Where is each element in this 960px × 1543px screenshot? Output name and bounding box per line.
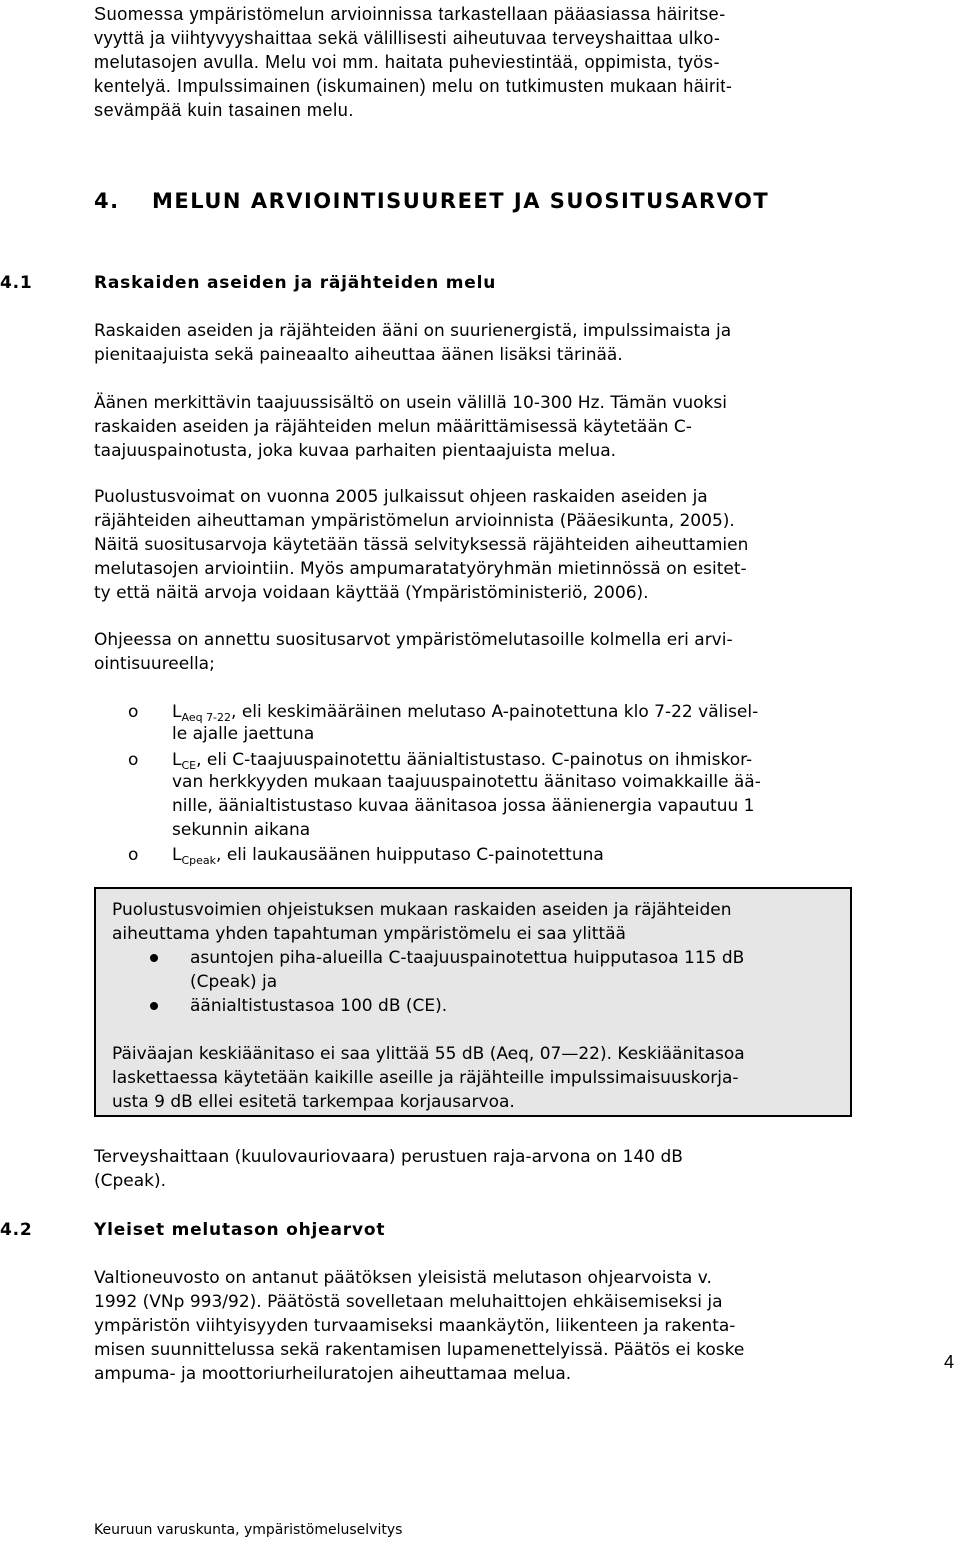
page-number: 4: [944, 1352, 955, 1372]
item-symbol: L: [172, 845, 182, 865]
paragraph-line: Äänen merkittävin taajuussisältö on usein välillä 10-300 Hz. Tämän vuoksi: [94, 393, 727, 413]
subsection-heading: [0, 271, 496, 295]
list-item-continued: nille, äänialtistustaso kuvaa äänitasoa jossa äänienergia vapautuu 1: [172, 796, 755, 816]
box-bullet-text: (Cpeak) ja: [190, 972, 278, 992]
subsection-number: 4.2: [0, 1220, 33, 1240]
paragraph-line: raskaiden aseiden ja räjähteiden melun määrittämisessä käytetään C-: [94, 417, 692, 437]
box-line: aiheuttama yhden tapahtuman ympäristömelu ei saa ylittää: [112, 924, 626, 944]
item-subscript: Aeq 7-22: [181, 711, 232, 724]
section-number: 4.: [94, 189, 120, 213]
intro-line: melutasojen avulla. Melu voi mm. haitata puheviestintää, oppimista, työs-: [94, 52, 721, 72]
box-line: usta 9 dB ellei esitetä tarkempaa korjausarvoa.: [112, 1092, 515, 1112]
paragraph-line: taajuuspainotusta, joka kuvaa parhaiten pientaajuista melua.: [94, 441, 617, 461]
section-heading: [94, 189, 769, 213]
paragraph-line: Ohjeessa on annettu suositusarvot ympäristömelutasoille kolmella eri arvi-: [94, 630, 733, 650]
subsection-title: Raskaiden aseiden ja räjähteiden melu: [94, 273, 497, 293]
box-line: Puolustusvoimien ohjeistuksen mukaan raskaiden aseiden ja räjähteiden: [112, 900, 732, 920]
recommendation-box: [94, 887, 852, 1117]
list-item: [172, 700, 758, 724]
paragraph-line: Näitä suositusarvoja käytetään tässä selvityksessä räjähteiden aiheuttamien: [94, 535, 749, 555]
intro-line: Suomessa ympäristömelun arvioinnissa tarkastellaan pääasiassa häiritse-: [94, 4, 726, 24]
list-item-continued: sekunnin aikana: [172, 820, 311, 840]
paragraph-line: pienitaajuista sekä paineaalto aiheuttaa äänen lisäksi tärinää.: [94, 345, 623, 365]
paragraph-line: ampuma- ja moottoriurheiluratojen aiheuttamaa melua.: [94, 1364, 572, 1384]
item-symbol: L: [172, 702, 182, 722]
bullet-dot-icon: [150, 954, 158, 962]
list-item-continued: van herkkyyden mukaan taajuuspainotettu äänitaso voimakkaille ää-: [172, 772, 761, 792]
paragraph-line: ointisuureella;: [94, 654, 215, 674]
list-bullet: o: [128, 845, 139, 865]
item-symbol: L: [172, 750, 182, 770]
item-text: , eli keskimääräinen melutaso A-painotettuna klo 7-22 välisel-: [231, 702, 759, 722]
list-item-continued: le ajalle jaettuna: [172, 724, 315, 744]
paragraph-line: 1992 (VNp 993/92). Päätöstä sovelletaan meluhaittojen ehkäisemiseksi ja: [94, 1292, 723, 1312]
paragraph-line: räjähteiden aiheuttaman ympäristömelun arvioinnista (Pääesikunta, 2005).: [94, 511, 735, 531]
paragraph-line: Terveyshaittaan (kuulovauriovaara) perustuen raja-arvona on 140 dB: [94, 1147, 683, 1167]
subsection-title: Yleiset melutason ohjearvot: [94, 1220, 386, 1240]
item-text: , eli C-taajuuspainotettu äänialtistustaso. C-painotus on ihmiskor-: [196, 750, 753, 770]
paragraph-line: misen suunnittelussa sekä rakentamisen lupamenettelyissä. Päätös ei koske: [94, 1340, 745, 1360]
intro-line: vyyttä ja viihtyvyyshaittaa sekä välillisesti aiheutuvaa terveyshaittaa ulko-: [94, 28, 721, 48]
paragraph-line: ty että näitä arvoja voidaan käyttää (Ympäristöministeriö, 2006).: [94, 583, 649, 603]
item-text: , eli laukausäänen huipputaso C-painotettuna: [216, 845, 604, 865]
paragraph-line: Raskaiden aseiden ja räjähteiden ääni on suurienergistä, impulssimaista ja: [94, 321, 732, 341]
paragraph-line: (Cpeak).: [94, 1171, 167, 1191]
paragraph-line: melutasojen arviointiin. Myös ampumaratatyöryhmän mietinnössä on esitet-: [94, 559, 747, 579]
subsection-number: 4.1: [0, 273, 33, 293]
item-subscript: CE: [181, 759, 197, 772]
list-bullet: o: [128, 702, 139, 722]
list-item: [172, 843, 604, 867]
box-bullet-text: asuntojen piha-alueilla C-taajuuspainotettua huipputasoa 115 dB: [190, 948, 745, 968]
list-item: [172, 748, 752, 772]
intro-line: kentelyä. Impulssimainen (iskumainen) melu on tutkimusten mukaan häirit-: [94, 76, 733, 96]
item-subscript: Cpeak: [181, 854, 217, 867]
paragraph-line: ympäristön viihtyisyyden turvaamiseksi maankäytön, liikenteen ja rakenta-: [94, 1316, 736, 1336]
box-line: Päiväajan keskiäänitaso ei saa ylittää 55 dB (Aeq, 07—22). Keskiäänitasoa: [112, 1044, 745, 1064]
box-line: laskettaessa käytetään kaikille aseille ja räjähteille impulssimaisuuskorja-: [112, 1068, 739, 1088]
intro-line: sevämpää kuin tasainen melu.: [94, 100, 354, 120]
page-footer: Keuruun varuskunta, ympäristömeluselvitys: [94, 1522, 403, 1538]
list-bullet: o: [128, 750, 139, 770]
paragraph-line: Valtioneuvosto on antanut päätöksen yleisistä melutason ohjearvoista v.: [94, 1268, 712, 1288]
bullet-dot-icon: [150, 1002, 158, 1010]
paragraph-line: Puolustusvoimat on vuonna 2005 julkaissut ohjeen raskaiden aseiden ja: [94, 487, 708, 507]
subsection-heading: [0, 1218, 385, 1242]
box-bullet-text: äänialtistustasoa 100 dB (CE).: [190, 996, 448, 1016]
section-title: MELUN ARVIOINTISUUREET JA SUOSITUSARVOT: [152, 189, 770, 213]
